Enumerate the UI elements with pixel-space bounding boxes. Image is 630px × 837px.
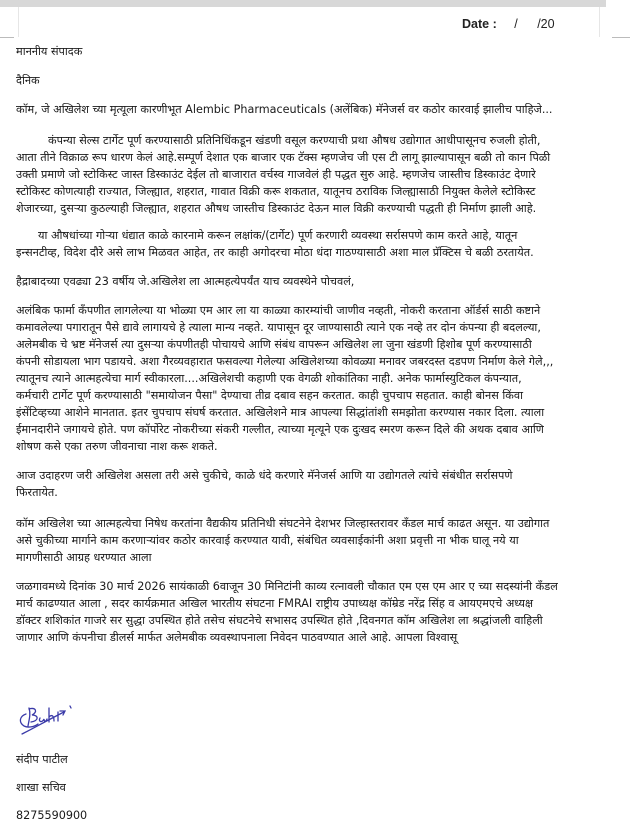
date-field xyxy=(462,16,555,33)
paragraph-line: ईमानदारीने जगायचे होते. पण कॉर्पोरेट नोकरीच्या संकरी गल्लीत, त्याच्या मृत्यूने एक दुःखद स्मरण करून दिले की अथक दबाव आणि xyxy=(16,423,544,436)
paragraph-line: इंसेंटिव्हच्या आशेने मानतात. इतर चुपचाप संघर्ष करतात. अखिलेशने मात्र आपल्या सिद्धांतांशी समझोता करण्यास नकार दिला. त्याला xyxy=(16,406,545,419)
paragraph-gap xyxy=(16,290,616,302)
signatory-phone: 8275590900 xyxy=(16,809,88,822)
paragraph-line: स्टोकिस्ट कोणत्याही राज्यात, जिल्ह्यात, शहरात, गावात विक्री करू शकतात, यातूनच ठराविक जिल्ह्यासाठी नियुक्त केलेले स्टोकिस्ट xyxy=(16,185,536,198)
paragraph-line: कमावलेल्या पगारातून पैसे द्यावे लागायचे हे त्याला मान्य नव्हते. यापासून दूर जाण्यासाठी त्याने एक नव्हे तर दोन कंपन्या ही बदलल्या, xyxy=(16,321,541,334)
paragraph xyxy=(16,227,616,261)
paragraph-line: त्यातूनच त्याने आत्महत्येचा मार्ग स्वीकारला....अखिलेशची कहाणी एक वेगळी शोकांतिका नाही. अनेक फार्मास्युटिकल कंपन्यात, xyxy=(16,372,522,385)
subject-line: कॉम, जे अखिलेश च्या मृत्यूला कारणीभूत Alembic Pharmaceuticals (अलेंबिक) मॅनेजर्स वर कठोर कारवाई झालीच पाहिजे... xyxy=(16,103,553,116)
letter-body xyxy=(16,38,616,646)
paragraph-line: शोषण कसे एका तरुण जीवनाचा नाश करू शकते. xyxy=(16,440,218,453)
paragraph-line: इन्सनटीव्ह, विदेश दौरे असे लाभ मिळवत आहेत, तर काही अगोदरचा मोठा धंदा गाठण्यासाठी अशा माल प्रॅक्टिस चे बळी ठरतायेत. xyxy=(16,246,534,259)
recipient: माननीय संपादक xyxy=(16,45,83,58)
paragraph-line: अलंबिक फार्मा कँपणीत लागलेल्या या भोळ्या एम आर ला या काळ्या कारम्यांची जाणीव नव्हती, नोकरी करताना ऑर्डर्स साठी कष्टाने xyxy=(16,304,541,317)
paragraph-line: कर्मचारी टार्गेट पूर्ण करण्यासाठी "समायोजन पैसा" देण्याचा तीव्र दबाव सहन करतात. काही चुपचाप सहतात. काही बोनस किंवा xyxy=(16,389,523,402)
paragraph-gap xyxy=(16,501,616,515)
signatory-designation: शाखा सचिव xyxy=(16,781,66,794)
paragraph xyxy=(16,273,616,290)
paragraph-line: फिरतायेत. xyxy=(16,486,58,499)
paragraph-line: आज उदाहरण जरी अखिलेश असला तरी असे चुकीचे, काळे धंदे करणारे मॅनेजर्स आणि या उद्योगतले त्यांचे संबंधीत सर्रासपणे xyxy=(16,469,513,482)
scan-top-edge xyxy=(0,0,606,7)
paragraph-line: हैद्राबादच्या एवढ्या 23 वर्षीय जे.अखिलेश ला आत्महत्येपर्यंत याच व्यवस्थेने पोचवलं, xyxy=(16,275,355,288)
paragraph-line: अलेमबीक चे भ्रष्ट मॅनेजर्स त्या दुसऱ्या कंपणीतही पोचायचे आणि संबंध वापरून अखिलेश ला जुना खंडणी हिशोब पूर्ण करण्यासाठी xyxy=(16,338,532,351)
paragraph-gap xyxy=(16,566,616,578)
paragraph-line: जाणार आणि कंपनीचा डीलर्स मार्फत अलेमबीक व्यवस्थापनाला निवेदन पाठवण्यात आले आहे. आपला विश्वासू xyxy=(16,631,458,644)
paragraph-line: आता तीने विक्राळ रूप धारण केलं आहे.सम्पूर्ण देशात एक बाजार एक टॅक्स म्हणजेच जी एस टी लागू झाल्यापासून बळी तो कान पिळी xyxy=(16,151,551,164)
paragraph xyxy=(16,578,616,646)
paragraph-line: जळगावमध्ये दिनांक 30 मार्च 2026 सायंकाळी 6वाजून 30 मिनिटांनी काव्य रत्नावली चौकात एम एस एम आर ए च्या सदस्यांनी कॅंडल xyxy=(16,580,558,593)
newspaper: दैनिक xyxy=(16,74,40,87)
frame-corner-left xyxy=(0,37,14,38)
date-separator: / xyxy=(514,17,518,31)
paragraph xyxy=(16,302,616,455)
paragraph-line: शेजारच्या, दुसऱ्या कुठल्याही जिल्ह्यात, शहरात औषध जास्तीच डिस्काउंट देऊन माल विक्री करण्याची पद्धती ही निर्माण झाली आहे. xyxy=(16,202,537,215)
paragraph xyxy=(16,515,616,566)
paragraph xyxy=(16,467,616,501)
paragraph-line: मागणीसाठी आग्रह धरण्यात आला xyxy=(16,551,152,564)
date-year: /20 xyxy=(537,17,555,31)
paragraph-gap xyxy=(16,455,616,467)
paragraphs xyxy=(16,132,616,646)
paragraph-line: डॉक्टर शशिकांत गाजरे सर सुद्धा उपस्थित होते तसेच संघटनेचे सभासद उपस्थित होते ,दिवनगत कॉम अखिलेश ला श्रद्धांजली वाहिली xyxy=(16,614,543,627)
signatory-name: संदीप पाटील xyxy=(16,753,68,766)
paragraph-line: कंपन्या सेल्स टार्गेट पूर्ण करण्यासाठी प्रतिनिधिंकडून खंडणी वसूल करण्याची प्रथा औषध उद्योगात आधीपासूनच रुजली होती, xyxy=(48,134,541,147)
signature xyxy=(12,700,84,740)
signatory-block xyxy=(16,751,87,835)
paragraph-line: कंपनी सोडायला भाग पडायचे. अशा गैरव्यवहारात फसवल्या गेलेल्या अखिलेशच्या कोवळ्या मनावर जबरदस्त दडपण निर्माण केले गेले,,, xyxy=(16,355,554,368)
paragraph-line: या औषधांच्या गोऱ्या धंद्यात काळे कारनामे करून लक्षांक/(टार्गेट) पूर्ण करणारी व्यवस्था सर्रासपणे काम करते आहे, यातून xyxy=(38,229,518,242)
paragraph-gap xyxy=(16,261,616,273)
date-label: Date : xyxy=(462,17,497,31)
paragraph-line: उक्ती प्रमाणे जो स्टोकिस्ट जास्त डिस्काउंट देईल तो बाजारात वर्चस्व गाजवेलं ही पद्धत सुरु आहे. म्हणजेच जास्तीच डिस्काउंट देणारे xyxy=(16,168,536,181)
paragraph-line: मार्च काढण्यात आला , सदर कार्यक्रमात अखिल भारतीय संघटना FMRAI राष्ट्रीय उपाध्यक्ष कॉम्रेड नरेंद्र सिंह व आयएमएचे अध्यक्ष xyxy=(16,597,534,610)
paragraph-gap xyxy=(16,217,616,227)
paragraph-line: कॉम अखिलेश च्या आत्महत्येचा निषेध करतांना वैद्यकीय प्रतिनिधी संघटनेने देशभर जिल्हास्तरावर कॅंडल मार्च काढत असून. या उद्योगात xyxy=(16,517,550,530)
paragraph xyxy=(16,132,616,217)
paragraph-line: असे चुकीच्या मार्गाने काम करणाऱ्यांवर कठोर कारवाई करण्यात यावी, संबंधित व्यवसाईकांनी अशा प्रवृत्ती ना भीक घालू नये या xyxy=(16,534,519,547)
